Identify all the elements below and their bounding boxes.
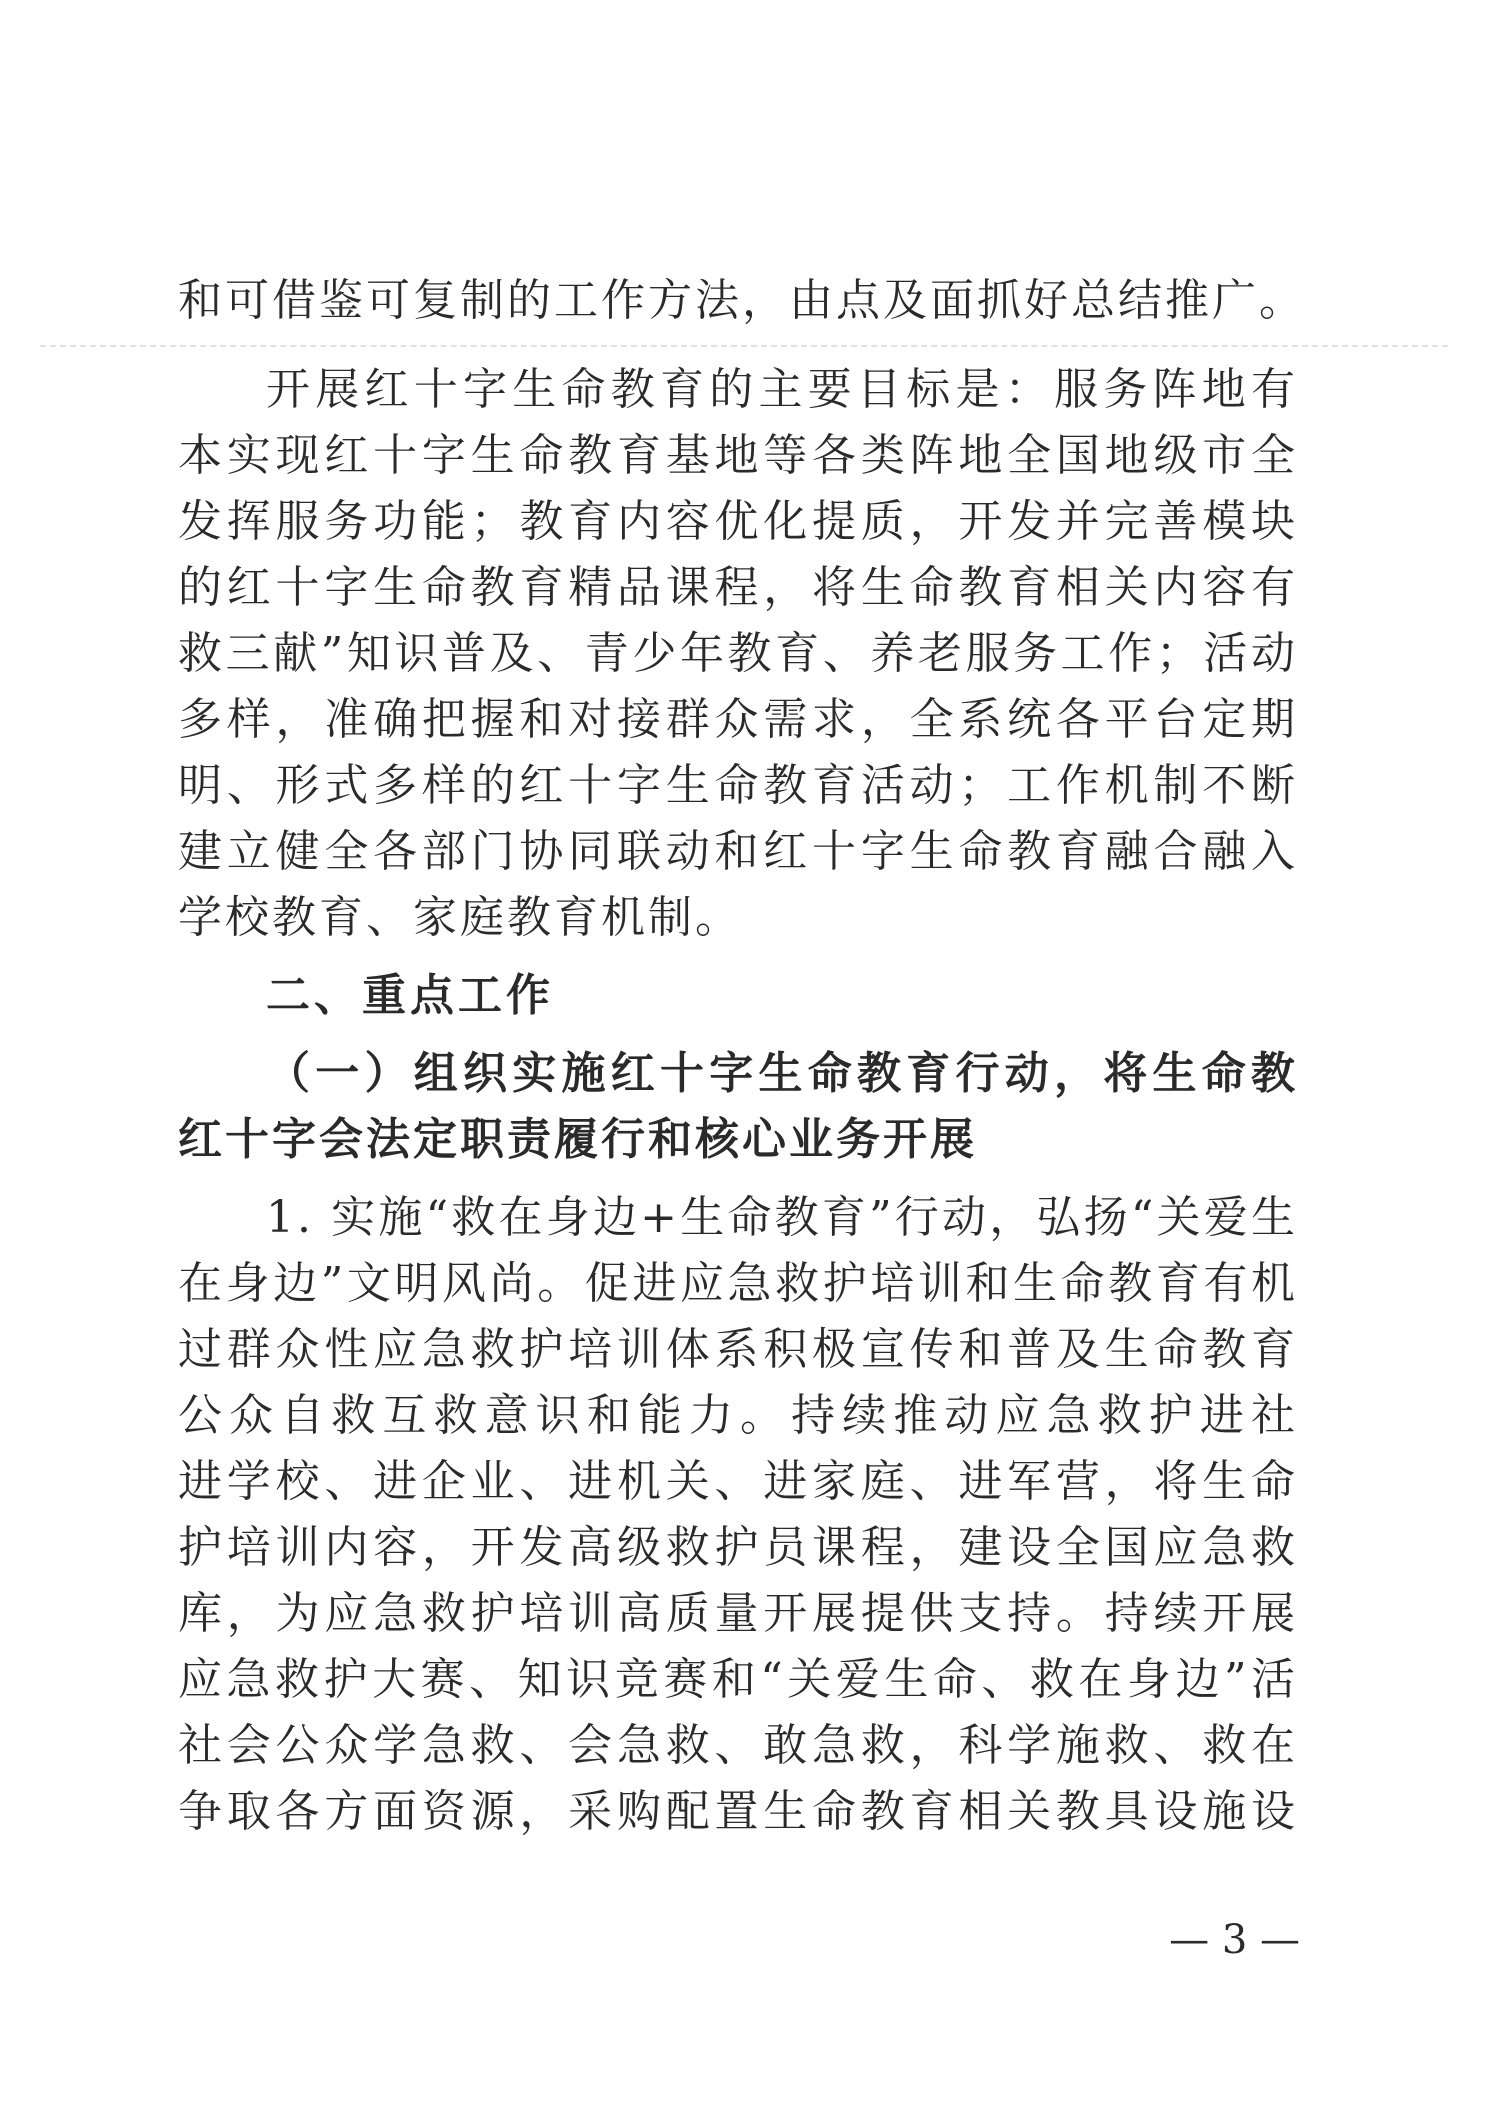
scan-artifact-line: [40, 345, 1448, 347]
subsection-heading-line-1: （一）组织实施红十字生命教育行动，将生命教: [266, 1048, 1298, 1099]
text-line-4: 发挥服务功能；教育内容优化提质，开发并完善模块: [178, 496, 1298, 547]
section-heading: 二、重点工作: [266, 970, 554, 1021]
text-line-6: 救三献”知识普及、青少年教育、养老服务工作；活动: [178, 628, 1298, 679]
text-line-3: 本实现红十字生命教育基地等各类阵地全国地级市全: [178, 430, 1298, 481]
text-line-16: 过群众性应急救护培训体系积极宣传和普及生命教育: [178, 1324, 1298, 1375]
text-line-22: 社会公众学急救、会急救、敢急救，科学施救、救在: [178, 1720, 1298, 1771]
page-number: — 3 —: [1169, 1917, 1300, 1963]
text-line-1: 和可借鉴可复制的工作方法，由点及面抓好总结推广。: [178, 275, 1306, 326]
text-line-5: 的红十字生命教育精品课程，将生命教育相关内容有: [178, 562, 1298, 613]
text-line-19: 护培训内容，开发高级救护员课程，建设全国应急救: [178, 1522, 1298, 1573]
text-line-23: 争取各方面资源，采购配置生命教育相关教具设施设: [178, 1786, 1298, 1837]
text-line-8: 明、形式多样的红十字生命教育活动；工作机制不断: [178, 760, 1298, 811]
text-line-9: 建立健全各部门协同联动和红十字生命教育融合融入: [178, 826, 1298, 877]
subsection-heading-line-2: 红十字会法定职责履行和核心业务开展: [178, 1114, 977, 1165]
text-line-20: 库，为应急救护培训高质量开展提供支持。持续开展: [178, 1588, 1298, 1639]
text-line-7: 多样，准确把握和对接群众需求，全系统各平台定期: [178, 694, 1298, 745]
text-line-21: 应急救护大赛、知识竞赛和“关爱生命、救在身边”活: [178, 1654, 1298, 1705]
text-line-17: 公众自救互救意识和能力。持续推动应急救护进社: [178, 1390, 1298, 1441]
text-line-18: 进学校、进企业、进机关、进家庭、进军营，将生命: [178, 1456, 1298, 1507]
text-line-14: 1. 实施“救在身边+生命教育”行动，弘扬“关爱生: [266, 1192, 1298, 1243]
text-line-10: 学校教育、家庭教育机制。: [178, 892, 742, 943]
text-line-15: 在身边”文明风尚。促进应急救护培训和生命教育有机: [178, 1258, 1298, 1309]
text-line-2: 开展红十字生命教育的主要目标是：服务阵地有: [266, 364, 1298, 415]
